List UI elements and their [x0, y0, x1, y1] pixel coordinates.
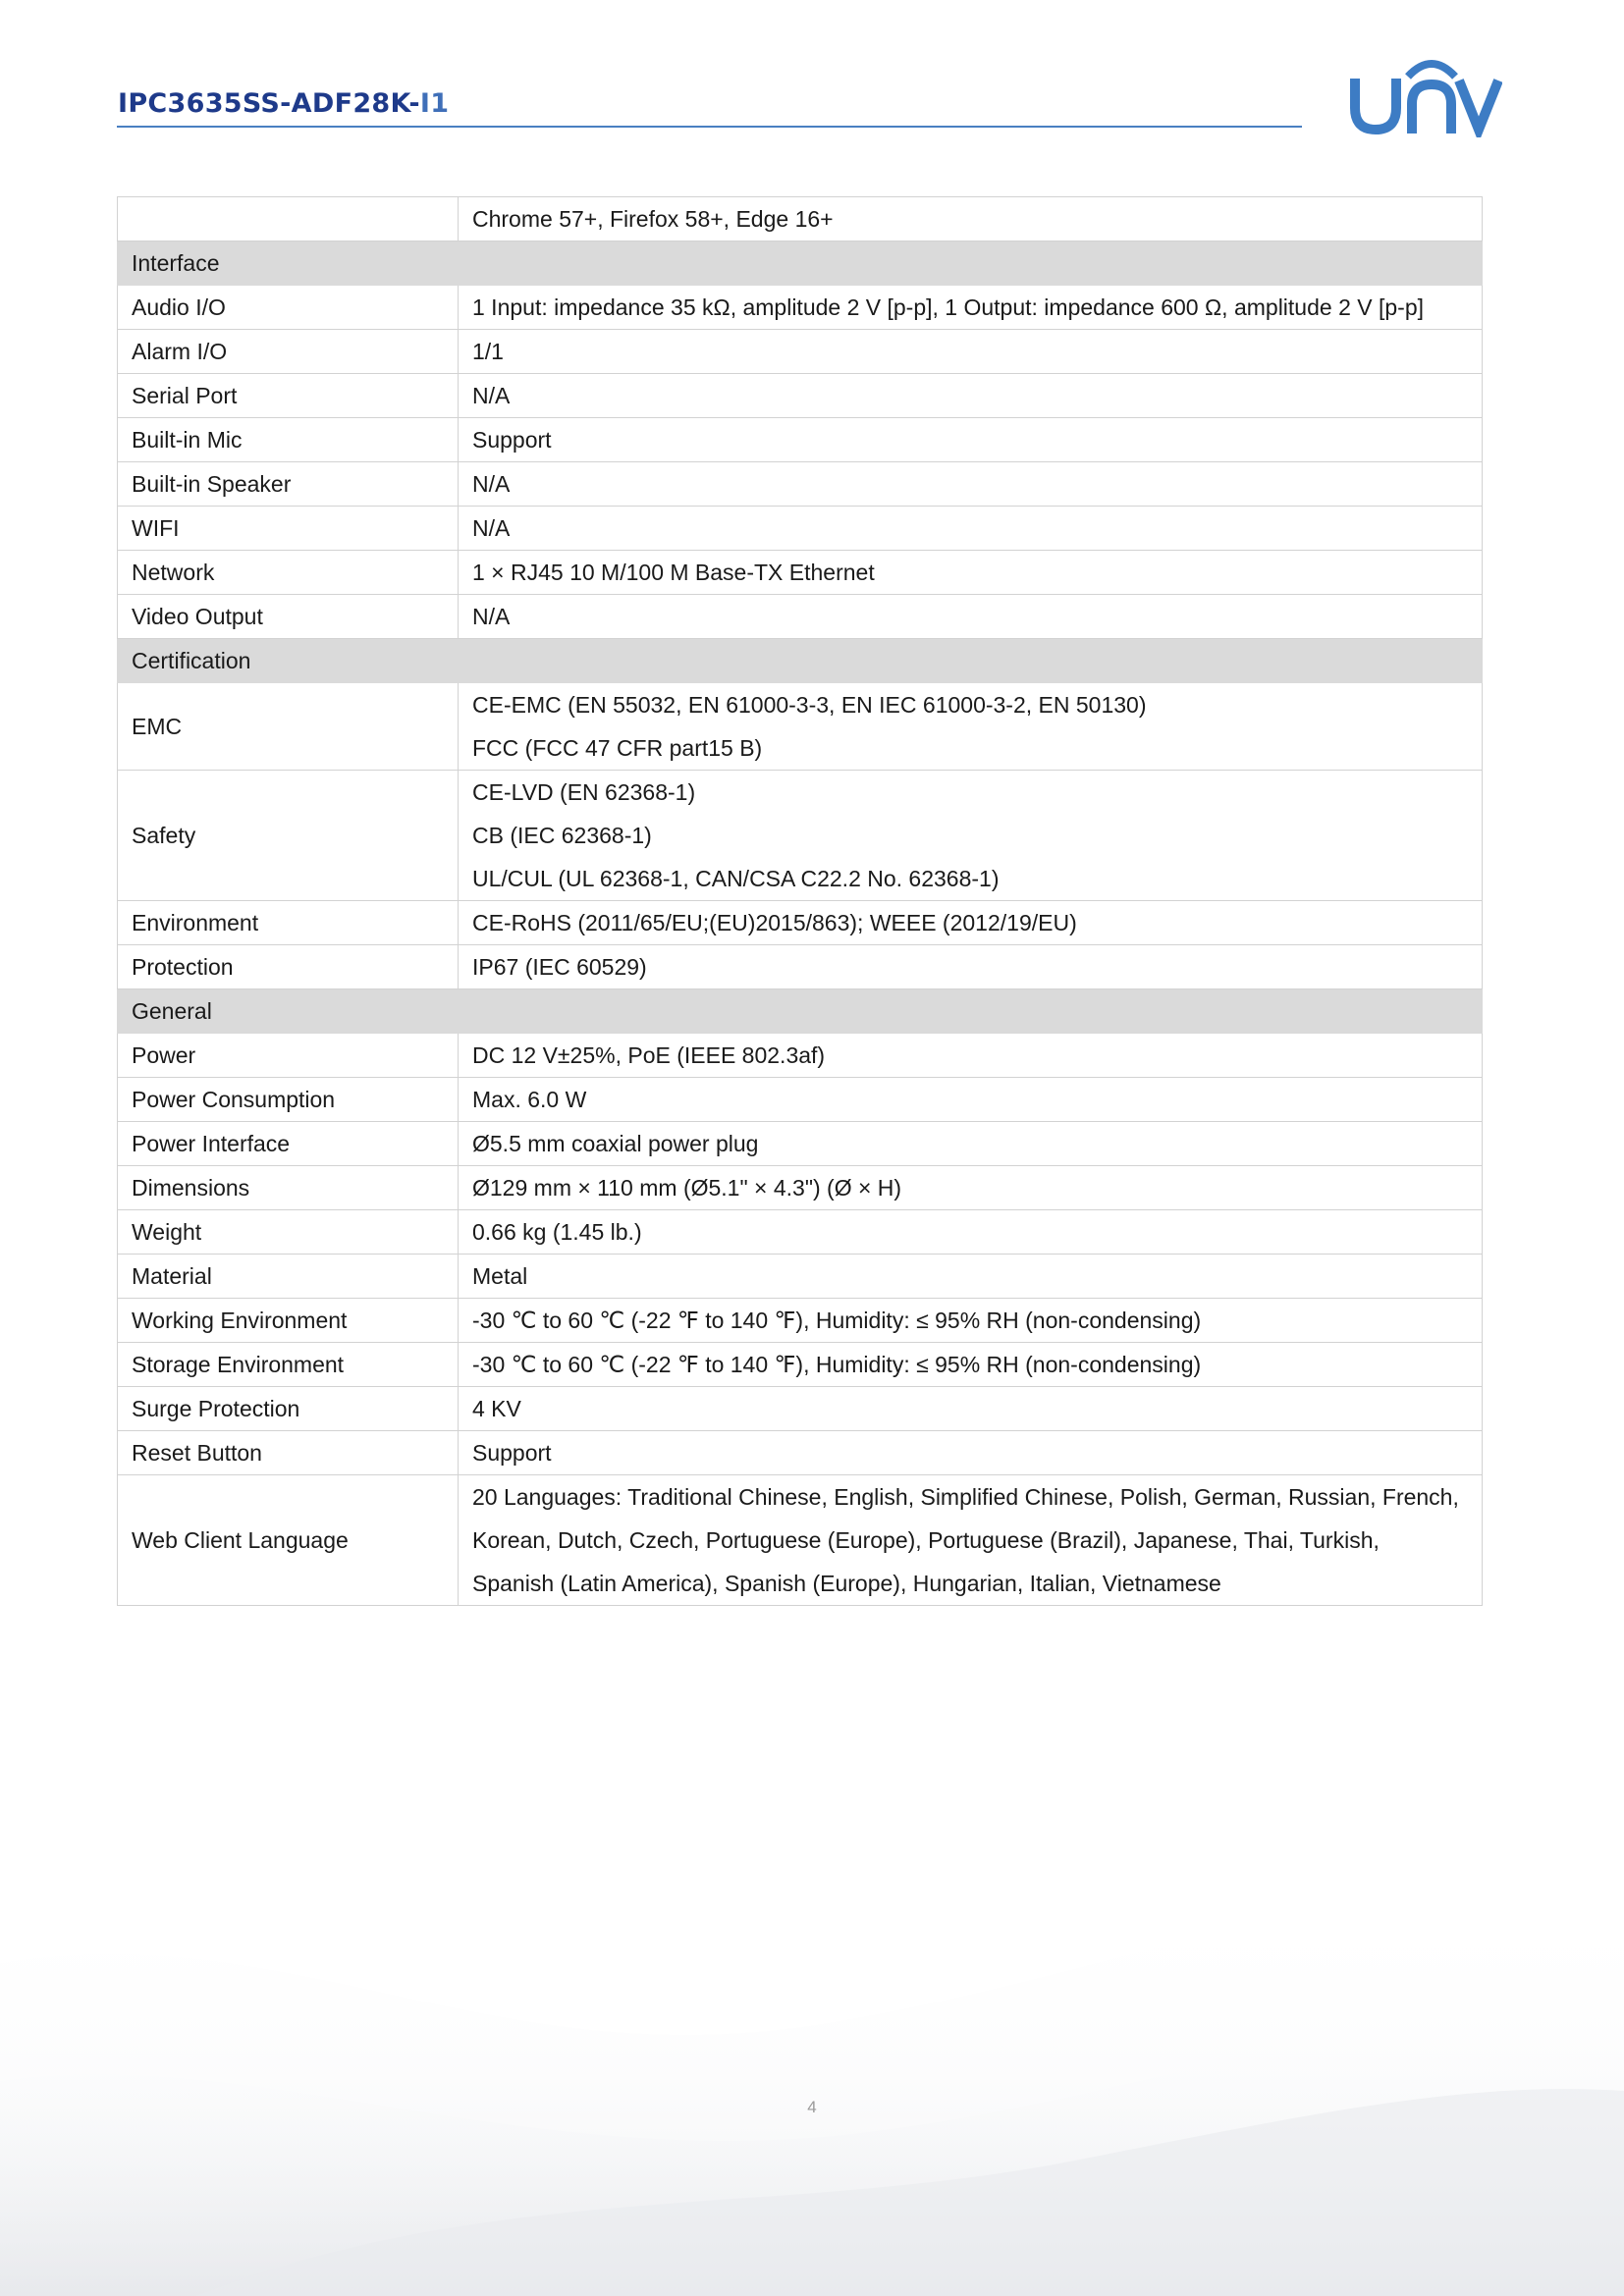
table-row: [118, 1387, 1483, 1431]
table-row: [118, 1122, 1483, 1166]
spec-label: [118, 197, 459, 241]
spec-label: Weight: [118, 1210, 459, 1255]
spec-value-line: 0.66 kg (1.45 lb.): [472, 1219, 642, 1245]
spec-label: WIFI: [118, 507, 459, 551]
spec-value: [459, 771, 1483, 901]
spec-value-line: Metal: [472, 1263, 528, 1289]
spec-label: Reset Button: [118, 1431, 459, 1475]
table-row: [118, 462, 1483, 507]
spec-value: [459, 551, 1483, 595]
spec-label: Built-in Mic: [118, 418, 459, 462]
table-row: [118, 1166, 1483, 1210]
spec-value-line: CE-EMC (EN 55032, EN 61000-3-3, EN IEC 61000-3-2, EN 50130): [472, 692, 1147, 718]
model-suffix: I1: [419, 88, 450, 119]
spec-label: Protection: [118, 945, 459, 989]
spec-value: [459, 901, 1483, 945]
spec-value-line: 4 KV: [472, 1396, 521, 1421]
spec-value: [459, 374, 1483, 418]
spec-label: Surge Protection: [118, 1387, 459, 1431]
spec-value: [459, 1431, 1483, 1475]
spec-value: [459, 1210, 1483, 1255]
table-row: [118, 197, 1483, 241]
section-title: General: [118, 989, 1483, 1034]
spec-value: [459, 1122, 1483, 1166]
spec-value-line: FCC (FCC 47 CFR part15 B): [472, 735, 763, 761]
spec-value-line: CB (IEC 62368-1): [472, 823, 652, 848]
decorative-wave-background: [0, 1669, 1624, 2296]
spec-value: Chrome 57+, Firefox 58+, Edge 16+: [459, 197, 1483, 241]
table-row: [118, 945, 1483, 989]
spec-label: Serial Port: [118, 374, 459, 418]
spec-value: [459, 418, 1483, 462]
spec-value-line: UL/CUL (UL 62368-1, CAN/CSA C22.2 No. 62368-1): [472, 866, 1000, 891]
spec-label: Power Consumption: [118, 1078, 459, 1122]
spec-value-line: CE-LVD (EN 62368-1): [472, 779, 696, 805]
spec-value-line: Support: [472, 1440, 552, 1466]
spec-label: Material: [118, 1255, 459, 1299]
table-row: [118, 330, 1483, 374]
spec-value-line: N/A: [472, 604, 511, 629]
spec-label: Working Environment: [118, 1299, 459, 1343]
spec-value-line: Ø129 mm × 110 mm (Ø5.1" × 4.3") (Ø × H): [472, 1175, 902, 1201]
model-number: IPC3635SS-ADF28K-: [118, 88, 420, 119]
spec-value: [459, 286, 1483, 330]
page-number: 4: [807, 2098, 817, 2116]
spec-label: Dimensions: [118, 1166, 459, 1210]
spec-value-line: Max. 6.0 W: [472, 1087, 587, 1112]
spec-value-line: Ø5.5 mm coaxial power plug: [472, 1131, 759, 1156]
table-row: [118, 1343, 1483, 1387]
spec-value-line: 1/1: [472, 339, 504, 364]
section-title: Interface: [118, 241, 1483, 286]
table-row: [118, 374, 1483, 418]
spec-label: Network: [118, 551, 459, 595]
spec-value: [459, 1299, 1483, 1343]
spec-label: Video Output: [118, 595, 459, 639]
unv-logo: [1347, 57, 1502, 137]
spec-value-line: IP67 (IEC 60529): [472, 954, 647, 980]
spec-label: EMC: [118, 683, 459, 771]
spec-label: Safety: [118, 771, 459, 901]
spec-label: Audio I/O: [118, 286, 459, 330]
spec-label: Web Client Language: [118, 1475, 459, 1606]
spec-label: Environment: [118, 901, 459, 945]
table-row: [118, 901, 1483, 945]
spec-value-line: N/A: [472, 383, 511, 408]
table-row: [118, 595, 1483, 639]
spec-value-line: 20 Languages: Traditional Chinese, English, Simplified Chinese, Polish, German, Russian, French,: [472, 1484, 1459, 1510]
table-row: [118, 1431, 1483, 1475]
spec-label: Storage Environment: [118, 1343, 459, 1387]
spec-value: [459, 1166, 1483, 1210]
spec-value: [459, 683, 1483, 771]
table-row: [118, 1475, 1483, 1606]
spec-value-line: DC 12 V±25%, PoE (IEEE 802.3af): [472, 1042, 826, 1068]
spec-value-line: -30 ℃ to 60 ℃ (-22 ℉ to 140 ℉), Humidity: ≤ 95% RH (non-condensing): [472, 1352, 1202, 1377]
spec-value-line: -30 ℃ to 60 ℃ (-22 ℉ to 140 ℉), Humidity: ≤ 95% RH (non-condensing): [472, 1308, 1202, 1333]
table-row: [118, 1299, 1483, 1343]
document-title: [118, 88, 449, 119]
section-header-row: [118, 639, 1483, 683]
specification-table: [117, 196, 1483, 1606]
spec-value: [459, 595, 1483, 639]
spec-value: [459, 1255, 1483, 1299]
spec-value: [459, 330, 1483, 374]
spec-value-line: Support: [472, 427, 552, 453]
section-title: Certification: [118, 639, 1483, 683]
section-header-row: [118, 241, 1483, 286]
spec-value-line: 1 × RJ45 10 M/100 M Base-TX Ethernet: [472, 560, 875, 585]
spec-label: Built-in Speaker: [118, 462, 459, 507]
table-row: [118, 1034, 1483, 1078]
spec-value: [459, 1078, 1483, 1122]
table-row: [118, 683, 1483, 771]
spec-value: [459, 1034, 1483, 1078]
spec-value-line: 1 Input: impedance 35 kΩ, amplitude 2 V [p-p], 1 Output: impedance 600 Ω, amplitude 2 V [p-p]: [472, 294, 1425, 320]
spec-label: Alarm I/O: [118, 330, 459, 374]
table-row: [118, 1078, 1483, 1122]
table-row: [118, 286, 1483, 330]
table-row: [118, 507, 1483, 551]
spec-value-line: CE-RoHS (2011/65/EU;(EU)2015/863); WEEE (2012/19/EU): [472, 910, 1077, 935]
spec-value: [459, 1387, 1483, 1431]
spec-value-line: Korean, Dutch, Czech, Portuguese (Europe), Portuguese (Brazil), Japanese, Thai, Turkish,: [472, 1527, 1380, 1553]
spec-value-line: Spanish (Latin America), Spanish (Europe), Hungarian, Italian, Vietnamese: [472, 1571, 1221, 1596]
table-row: [118, 418, 1483, 462]
section-header-row: [118, 989, 1483, 1034]
spec-value: [459, 945, 1483, 989]
spec-value: [459, 1475, 1483, 1606]
header-divider: [117, 126, 1302, 128]
spec-value-line: N/A: [472, 515, 511, 541]
spec-value: [459, 1343, 1483, 1387]
spec-label: Power Interface: [118, 1122, 459, 1166]
spec-value: [459, 507, 1483, 551]
table-row: [118, 771, 1483, 901]
spec-value: [459, 462, 1483, 507]
table-row: [118, 1210, 1483, 1255]
spec-label: Power: [118, 1034, 459, 1078]
table-row: [118, 1255, 1483, 1299]
table-row: [118, 551, 1483, 595]
spec-value-line: N/A: [472, 471, 511, 497]
